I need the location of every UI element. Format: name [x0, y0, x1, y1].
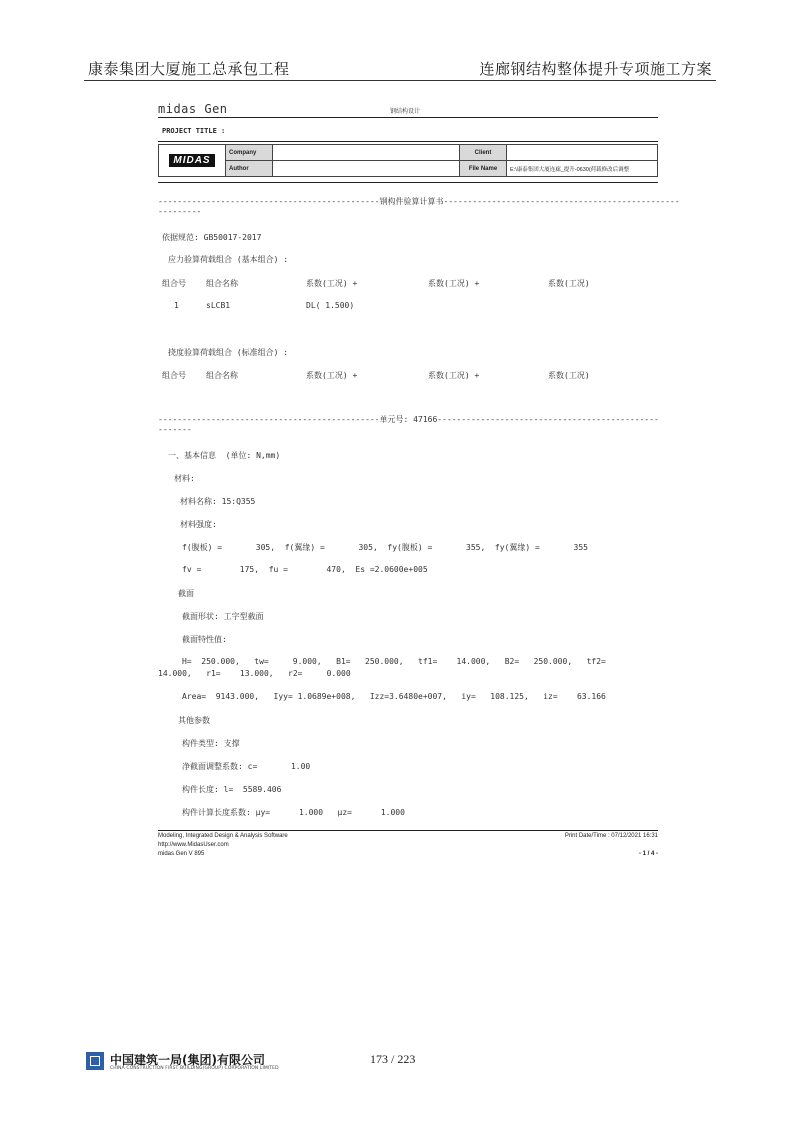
material-strength-label: 材料强度:	[180, 520, 217, 529]
other-params-label: 其他参数	[178, 716, 210, 725]
props-line-1: H= 250.000, tw= 9.000, B1= 250.000, tf1= 14.000, B2= 250.000, tf2=	[182, 657, 606, 666]
combo-col-factor1: 系数(工况) +	[306, 279, 358, 288]
company-name-cn: 中国建筑一局(集团)有限公司	[110, 1053, 265, 1067]
combo-row-no: 1	[174, 301, 179, 310]
report-rule-mid	[158, 141, 658, 142]
file-name-label: File Name	[460, 161, 507, 177]
company-label: Company	[226, 145, 273, 161]
material-label: 材料:	[174, 474, 195, 483]
combo2-col-factor3: 系数(工况)	[548, 371, 590, 380]
client-label: Client	[460, 145, 507, 161]
member-length: 构件长度: l= 5589.406	[182, 785, 282, 794]
member-type: 构件类型: 支撑	[182, 739, 240, 748]
combo-col-factor2: 系数(工况) +	[428, 279, 480, 288]
combo-col-factor3: 系数(工况)	[548, 279, 590, 288]
footer-page: - 1 / 4 -	[638, 851, 658, 857]
page-number: 173 / 223	[370, 1052, 416, 1066]
section-label: 截面	[178, 589, 194, 598]
company-value	[273, 145, 460, 161]
combo2-col-no: 组合号	[162, 371, 186, 380]
design-code: 依据规范: GB50017-2017	[162, 233, 262, 242]
header-project-name: 康泰集团大厦施工总承包工程	[88, 60, 290, 78]
section-shape: 截面形状: 工字型截面	[182, 612, 264, 621]
footer-divider	[158, 830, 658, 831]
combo-row-name: sLCB1	[206, 301, 231, 310]
footer-print-date: Print Date/Time : 07/12/2021 16:31	[564, 833, 658, 839]
basic-info-heading: 一、基本信息 (单位: N,mm)	[168, 451, 281, 460]
element-header-tail: -------	[158, 425, 192, 434]
report-info-table	[158, 144, 658, 177]
header-document-title: 连廊钢结构整体提升专项施工方案	[479, 60, 712, 78]
midas-logo: MIDAS	[169, 154, 214, 167]
midas-subtitle: 钢结构设计	[390, 108, 421, 115]
strength-line-2: fv = 175, fu = 470, Es =2.0600e+005	[182, 565, 428, 574]
midas-gen-title: midas Gen	[158, 102, 228, 116]
report-rule-top	[158, 117, 658, 118]
props-line-3: Area= 9143.000, Iyy= 1.0689e+008, Izz=3.6480e+007, iy= 108.125, iz= 63.166	[182, 692, 606, 701]
file-name-value: E:\康泰集团大厦连廊_提升-0630(荷载修改后调整	[507, 161, 658, 177]
effective-length-factor: 构件计算长度系数: μy= 1.000 μz= 1.000	[182, 808, 405, 817]
company-name-en: CHINA CONSTRUCTION FIRST BUILDING(GROUP) CORPORATION LIMITED	[110, 1066, 279, 1071]
deflection-combo-title: 挠度验算荷载组合 (标准组合) :	[168, 348, 289, 357]
combo-col-no: 组合号	[162, 279, 186, 288]
midas-logo-cell	[159, 145, 226, 177]
combo-col-name: 组合名称	[206, 279, 238, 288]
cscec-logo-icon	[86, 1052, 104, 1070]
net-section-factor: 净截面调整系数: c= 1.00	[182, 762, 311, 771]
material-name: 材料名称: 15:Q355	[180, 497, 256, 506]
author-value	[273, 161, 460, 177]
footer-software-line: Modeling, Integrated Design & Analysis Software	[158, 833, 288, 839]
strength-combo-title: 应力验算荷载组合 (基本组合) :	[168, 255, 289, 264]
report-rule-bottom	[158, 182, 658, 183]
combo2-col-name: 组合名称	[206, 371, 238, 380]
client-value	[507, 145, 658, 161]
element-header: ----------------------------------------------单元号: 47166----------------------------------------------	[158, 415, 659, 424]
author-label: Author	[226, 161, 273, 177]
section-header-tail: ---------	[158, 207, 202, 216]
combo-row-factor: DL( 1.500)	[306, 301, 355, 310]
section-header: ----------------------------------------------钢构件验算计算书-------------------------------------------------	[158, 197, 680, 206]
combo2-col-factor2: 系数(工况) +	[428, 371, 480, 380]
footer-version: midas Gen V 895	[158, 851, 205, 857]
section-props-label: 截面特性值:	[182, 635, 227, 644]
combo2-col-factor1: 系数(工况) +	[306, 371, 358, 380]
project-title-label: PROJECT TITLE :	[162, 127, 226, 135]
strength-line-1: f(腹板) = 305, f(翼缘) = 305, fy(腹板) = 355, fy(翼缘) = 355	[182, 543, 588, 552]
props-line-2: 14.000, r1= 13.000, r2= 0.000	[158, 669, 351, 678]
header-divider	[84, 80, 716, 81]
footer-url: http://www.MidasUser.com	[158, 842, 229, 848]
